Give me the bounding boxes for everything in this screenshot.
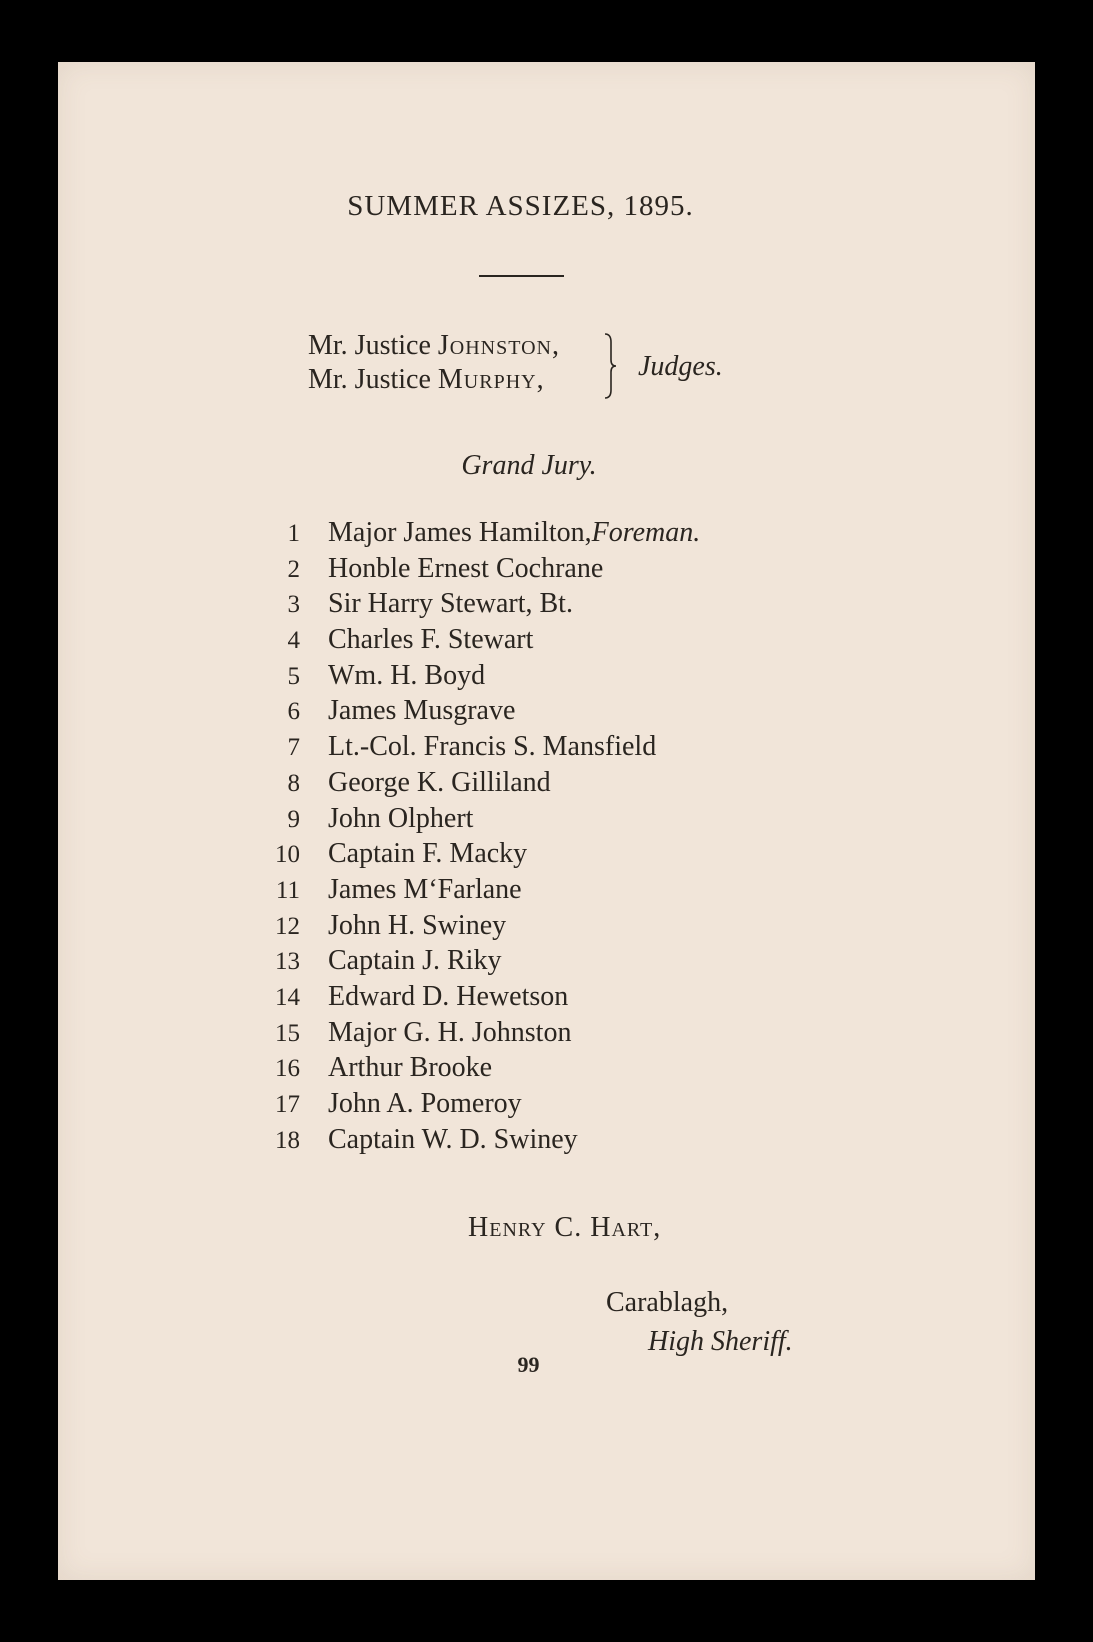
jury-name: Major James Hamilton, <box>328 517 592 548</box>
list-item <box>258 1017 700 1053</box>
jury-number: 17 <box>275 1091 300 1118</box>
judge-suffix: , <box>551 330 559 361</box>
judges-label: Judges. <box>638 351 723 382</box>
list-item <box>258 945 700 981</box>
list-item <box>258 910 700 946</box>
list-item <box>258 767 700 803</box>
list-item <box>258 624 700 660</box>
book-page <box>58 62 1035 1580</box>
jury-number: 15 <box>275 1019 300 1047</box>
judge-line <box>308 330 559 362</box>
list-item <box>258 660 700 696</box>
jury-number: 16 <box>275 1055 300 1083</box>
page-number: 99 <box>517 1352 540 1377</box>
jury-role: Foreman. <box>591 517 701 548</box>
list-item <box>258 981 700 1017</box>
jury-number: 10 <box>275 841 300 869</box>
judge-prefix: Mr. Justice <box>308 330 438 361</box>
judge-prefix: Mr. Justice <box>308 364 438 395</box>
jury-number: 2 <box>287 555 300 583</box>
list-item <box>258 803 700 839</box>
jury-name: Honble Ernest Cochrane <box>328 552 604 584</box>
list-item <box>258 553 700 589</box>
title-rule <box>479 275 564 277</box>
list-item <box>258 874 700 910</box>
jury-number: 1 <box>287 520 300 547</box>
grand-jury-heading: Grand Jury. <box>461 450 597 481</box>
judge-suffix: , <box>536 364 544 395</box>
jury-number: 12 <box>275 912 300 940</box>
judge-line <box>308 364 544 396</box>
jury-name: James M‘Farlane <box>328 873 522 905</box>
jury-number: 13 <box>275 948 300 976</box>
jury-name: Charles F. Stewart <box>328 624 534 656</box>
jury-name: John Olphert <box>328 802 474 834</box>
jury-name: Major G. H. Johnston <box>328 1016 572 1048</box>
jury-name: Sir Harry Stewart, Bt. <box>328 588 573 620</box>
list-item <box>258 838 700 874</box>
jury-number: 7 <box>287 734 300 762</box>
list-item <box>258 588 700 624</box>
jury-name: James Musgrave <box>328 695 516 727</box>
jury-name: Captain W. D. Swiney <box>328 1123 578 1155</box>
sheriff-name: Henry C. Hart, <box>468 1212 662 1243</box>
jury-number: 8 <box>287 769 300 797</box>
jury-number: 3 <box>287 591 300 619</box>
judge-surname: Johnston <box>437 330 552 361</box>
sheriff-title: High Sheriff. <box>648 1326 793 1357</box>
page-title: SUMMER ASSIZES, 1895. <box>347 190 694 222</box>
jury-number: 14 <box>275 983 300 1011</box>
jury-name: Wm. H. Boyd <box>328 659 486 691</box>
sheriff-place: Carablagh, <box>606 1287 729 1318</box>
list-item <box>258 731 700 767</box>
jury-name: Lt.-Col. Francis S. Mansfield <box>328 731 657 763</box>
jury-number: 4 <box>287 627 300 655</box>
jury-number: 6 <box>287 698 300 726</box>
jury-number: 11 <box>275 876 300 904</box>
jury-number: 5 <box>287 662 300 690</box>
jury-name: Edward D. Hewetson <box>328 980 569 1012</box>
jury-list <box>258 517 700 1159</box>
jury-name: George K. Gilliland <box>328 766 551 798</box>
brace-icon <box>603 332 617 400</box>
jury-number: 9 <box>287 805 300 833</box>
list-item <box>258 1052 700 1088</box>
jury-name: John H. Swiney <box>328 909 507 941</box>
list-item <box>258 1088 700 1124</box>
jury-name: Captain F. Macky <box>328 838 528 870</box>
list-item <box>258 1124 700 1160</box>
judge-surname: Murphy <box>437 364 537 395</box>
jury-number: 18 <box>275 1126 300 1154</box>
jury-name: Arthur Brooke <box>328 1052 493 1084</box>
jury-name: Captain J. Riky <box>328 945 502 977</box>
jury-name: John A. Pomeroy <box>328 1088 522 1119</box>
list-item <box>258 517 700 553</box>
list-item <box>258 695 700 731</box>
